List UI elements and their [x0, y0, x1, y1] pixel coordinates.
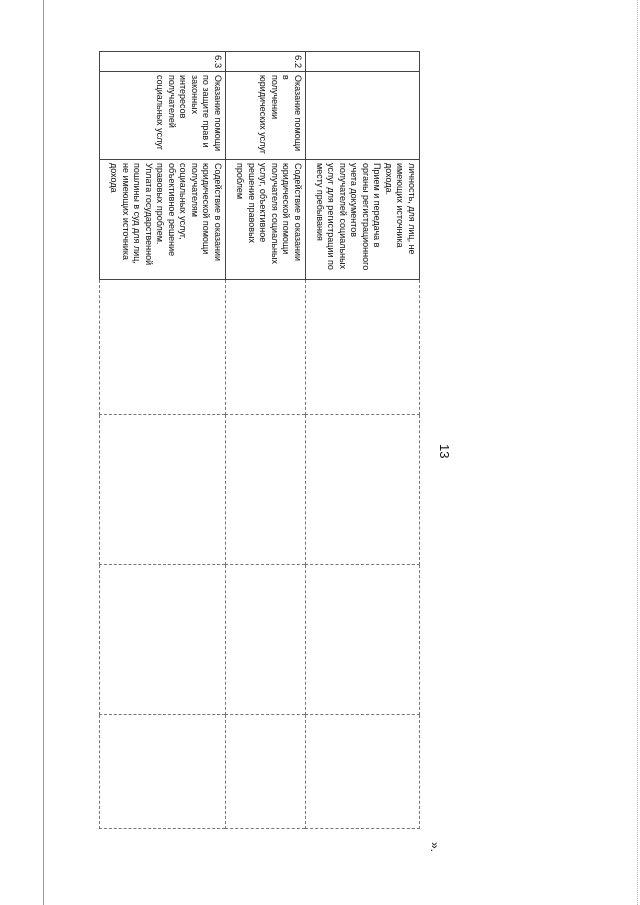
- empty-cell: [306, 565, 420, 715]
- table-row: [100, 52, 226, 829]
- row-number: 6.2: [226, 52, 306, 72]
- empty-cell: [226, 565, 306, 715]
- closing-quote-mark: ».: [428, 842, 442, 853]
- scan-edge-line: [637, 0, 638, 905]
- empty-cell: [306, 280, 420, 415]
- empty-cell: [226, 715, 306, 829]
- page-number: 13: [437, 444, 452, 459]
- services-table: [99, 51, 420, 829]
- empty-cell: [306, 715, 420, 829]
- table-row: [306, 52, 420, 829]
- service-name: Оказание помощи по защите прав и законных интересов получателей социальных услуг: [100, 72, 226, 160]
- empty-cell: [226, 280, 306, 415]
- service-name: [306, 72, 420, 160]
- service-description: Содействие в оказании юридической помощи получателям социальных услуг, объективное решение правовых проблем. Уплата государственной пошлины в суд для лиц, не имеющих источника дохода: [100, 160, 226, 280]
- service-description: Содействие в оказании юридической помощи получателя социальных услуг, объективное решение правовых проблем: [226, 160, 306, 280]
- empty-cell: [100, 565, 226, 715]
- empty-cell: [100, 415, 226, 565]
- service-description: личность, для лиц, не имеющих источника дохода. Прием и передача в органы регистрационного учета документов получателей социальных услуг для регистрации по месту пребывания: [306, 160, 420, 280]
- service-name: Оказание помощи в получении юридических услуг: [226, 72, 306, 160]
- row-number: [306, 52, 420, 72]
- table-row: [226, 52, 306, 829]
- empty-cell: [306, 415, 420, 565]
- empty-cell: [226, 415, 306, 565]
- row-number: 6.3: [100, 52, 226, 72]
- empty-cell: [100, 715, 226, 829]
- margin-line: [43, 0, 44, 905]
- empty-cell: [100, 280, 226, 415]
